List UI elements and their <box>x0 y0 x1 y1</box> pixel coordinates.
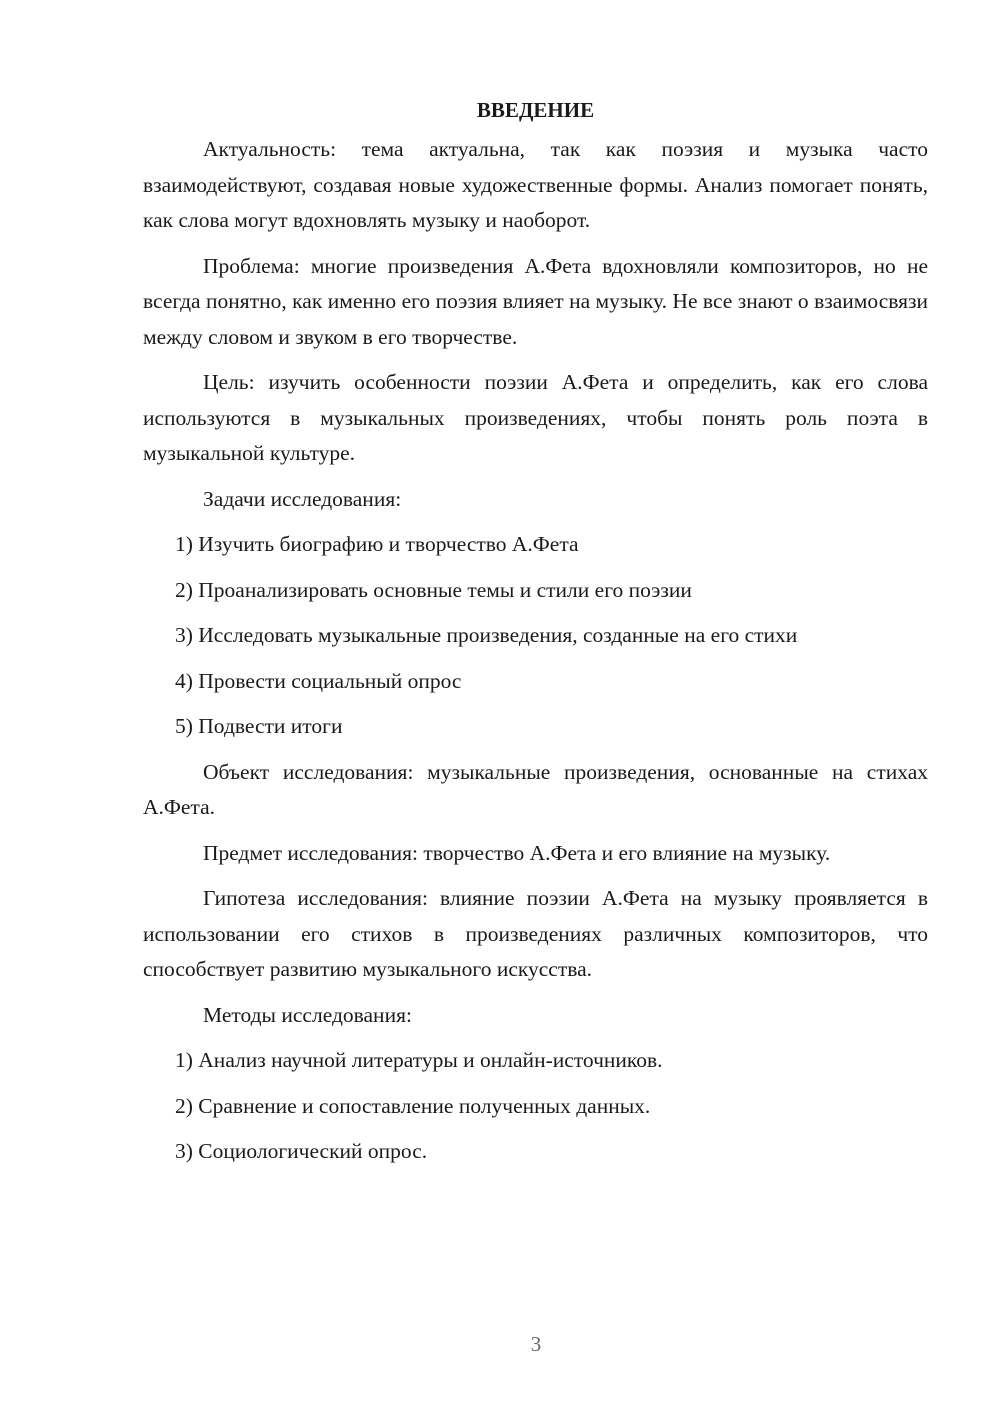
method-item-3: 3) Социологический опрос. <box>175 1139 428 1163</box>
task-item-5: 5) Подвести итоги <box>175 714 343 738</box>
methods-heading: Методы исследования: <box>203 1002 412 1027</box>
method-item-1: 1) Анализ научной литературы и онлайн-источников. <box>175 1048 663 1072</box>
methods-list <box>143 1043 928 1170</box>
tasks-heading: Задачи исследования: <box>203 486 402 511</box>
paragraph-goal: Цель: изучить особенности поэзии А.Фета и определить, как его слова используются в музыкальных произведениях, чтобы понять роль поэта в музыкальной культуре. <box>143 370 928 465</box>
paragraph-hypothesis: Гипотеза исследования: влияние поэзии А.Фета на музыку проявляется в использовании его стихов в произведениях различных композиторов, что способствует развитию музыкального искусства. <box>143 886 928 981</box>
task-item-4: 4) Провести социальный опрос <box>175 668 462 693</box>
task-item-3: 3) Исследовать музыкальные произведения, созданные на его стихи <box>175 623 798 647</box>
section-title: ВВЕДЕНИЕ <box>476 98 595 122</box>
task-item-1: 1) Изучить биографию и творчество А.Фета <box>175 532 579 556</box>
paragraph-relevance: Актуальность: тема актуальна, так как поэзия и музыка часто взаимодействуют, создавая новые художественные формы. Анализ помогает понять, как слова могут вдохновлять музыку и наоборот. <box>143 137 928 232</box>
page-number: 3 <box>530 1332 542 1356</box>
tasks-list <box>143 527 928 745</box>
task-item-2: 2) Проанализировать основные темы и стили его поэзии <box>175 577 692 602</box>
document-page <box>143 92 928 1180</box>
method-item-2: 2) Сравнение и сопоставление полученных данных. <box>175 1093 651 1118</box>
paragraph-problem: Проблема: многие произведения А.Фета вдохновляли композиторов, но не всегда понятно, как именно его поэзия влияет на музыку. Не все знают о взаимосвязи между словом и звуком в его творчестве. <box>143 253 928 349</box>
paragraph-subject: Предмет исследования: творчество А.Фета и его влияние на музыку. <box>203 840 831 865</box>
paragraph-object: Объект исследования: музыкальные произведения, основанные на стихах А.Фета. <box>143 759 928 819</box>
